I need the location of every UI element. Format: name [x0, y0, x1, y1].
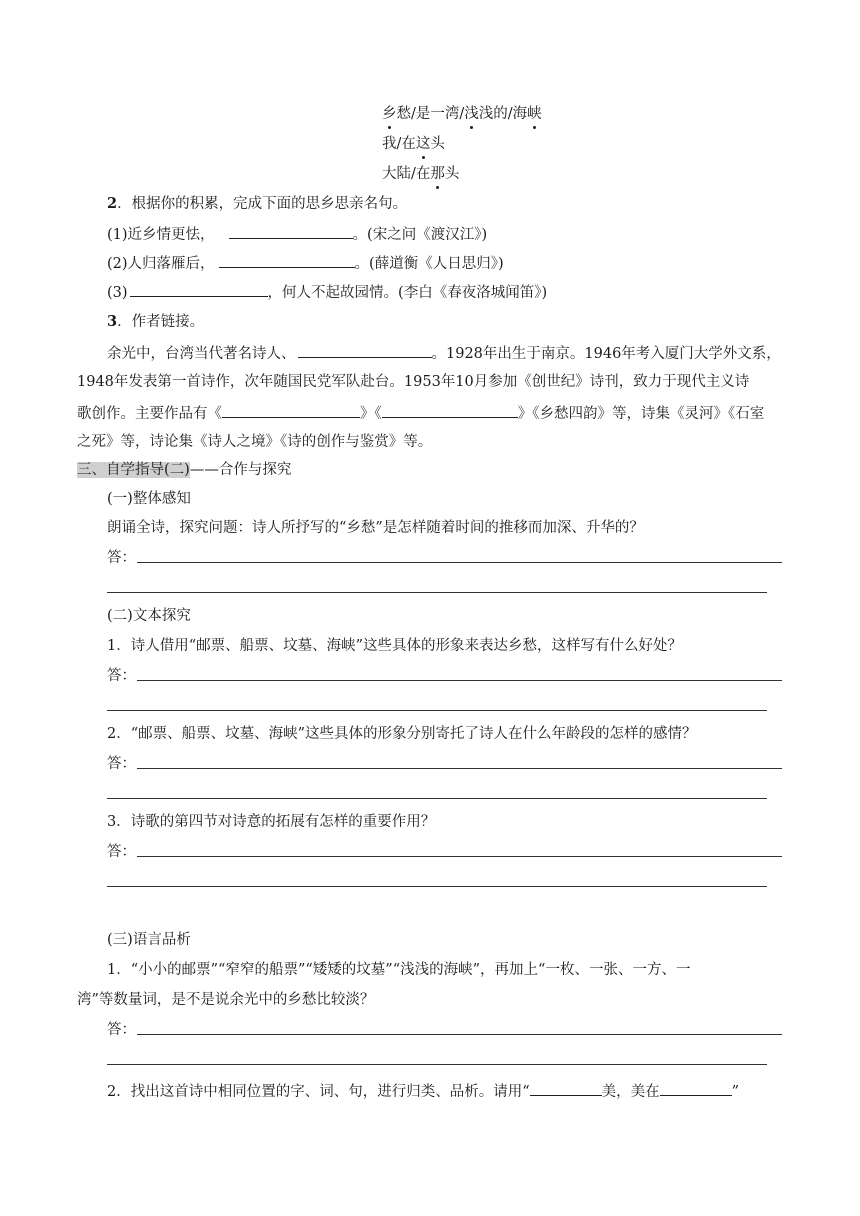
poetry-prefix: (2)人归落雁后， [107, 256, 215, 272]
poetry-prefix: (1)近乡情更怯， [107, 227, 215, 243]
dotted-char: 峡 [527, 106, 542, 122]
question-text: 2．“邮票、船票、坟墓、海峡”这些具体的形象分别寄托了诗人在什么年龄段的怎样的感情？ [107, 726, 697, 742]
poetry-source: ，何人不起故园情。(李白《春夜洛城闻笛》) [267, 285, 548, 301]
answer-label: 答： [107, 668, 136, 684]
question-text-part: 2．找出这首诗中相同位置的字、词、句，进行归类、品析。请用“ [107, 1084, 530, 1100]
poem-text: 浅的/海 [478, 106, 528, 122]
question-text: ．作者链接。 [117, 314, 205, 330]
fill-blank[interactable] [298, 342, 432, 358]
poem-text: 愁/是一湾/ [396, 106, 465, 122]
answer-label: 答： [107, 550, 136, 566]
author-text: 余光中，台湾当代著名诗人、 [107, 346, 296, 362]
author-text: 》《 [360, 406, 382, 422]
answer-line[interactable] [107, 592, 767, 593]
poetry-item-2 [107, 252, 504, 274]
author-para-line-2: 1948年发表第一首诗作，次年随国民党军队赴台。1953年10月参加《创世纪》诗刊，致力于现代主义诗 [77, 374, 750, 390]
question-text-part: ” [731, 1084, 740, 1100]
author-text: 歌创作。主要作品有《 [77, 406, 222, 422]
answer-line[interactable] [137, 562, 782, 563]
section-heading-highlight: 三、自学指导(二) [77, 462, 190, 478]
question-text: 朗诵全诗，探究问题：诗人所抒写的“乡愁”是怎样随着时间的推移而加深、升华的？ [107, 520, 644, 536]
fill-blank[interactable] [660, 1080, 732, 1096]
dotted-char: 浅 [464, 106, 479, 122]
author-para-line-3 [77, 402, 764, 424]
answer-line[interactable] [107, 710, 767, 711]
fill-blank[interactable] [219, 252, 355, 268]
answer-line[interactable] [137, 856, 782, 857]
subsection-title: (三)语言品析 [107, 932, 191, 948]
author-text: 》《乡愁四韵》等，诗集《灵河》《石室 [517, 406, 765, 422]
poem-text: 我/在 [382, 136, 416, 152]
subsection-title: (二)文本探究 [107, 608, 191, 624]
author-text: 。1928年出生于南京。1946年考入厦门大学外文系， [431, 346, 781, 362]
answer-label: 答： [107, 756, 136, 772]
answer-label: 答： [107, 844, 136, 860]
fill-blank[interactable] [229, 223, 353, 239]
poetry-prefix: (3) [107, 285, 128, 301]
dotted-char: 那 [430, 166, 445, 182]
question-text: 1．诗人借用“邮票、船票、坟墓、海峡”这些具体的形象来表达乡愁，这样写有什么好处？ [107, 638, 683, 654]
question-3-heading [107, 312, 204, 332]
answer-line[interactable] [137, 680, 782, 681]
section-heading-rest: ——合作与探究 [189, 462, 292, 478]
question-text [107, 1080, 739, 1102]
answer-line[interactable] [107, 798, 767, 799]
subsection-title: (一)整体感知 [107, 491, 191, 507]
poem-text: 头 [444, 166, 460, 182]
question-text: 3．诗歌的第四节对诗意的拓展有怎样的重要作用？ [107, 814, 436, 830]
poem-line-3 [382, 164, 459, 184]
question-text: ．根据你的积累，完成下面的思乡思亲名句。 [117, 196, 408, 212]
answer-label: 答： [107, 1022, 136, 1038]
section-heading [77, 460, 291, 480]
fill-blank[interactable] [382, 402, 518, 418]
answer-line[interactable] [107, 1064, 767, 1065]
poetry-item-3 [107, 281, 547, 303]
question-text-line-1: 1．“小小的邮票”“窄窄的船票”“矮矮的坟墓”“浅浅的海峡”，再加上“一枚、一张、一方、一 [107, 962, 691, 978]
answer-line[interactable] [107, 886, 767, 887]
poem-text: 头 [430, 136, 445, 152]
poem-line-1 [382, 104, 542, 124]
answer-line[interactable] [137, 768, 782, 769]
fill-blank[interactable] [530, 1080, 602, 1096]
fill-blank[interactable] [130, 281, 268, 297]
question-text-line-2: 湾”等数量词，是不是说余光中的乡愁比较淡？ [77, 992, 375, 1008]
dotted-char: 这 [415, 136, 431, 152]
question-text-part: 美，美在 [601, 1084, 660, 1100]
poetry-item-1 [107, 223, 487, 245]
question-number: 3 [107, 313, 118, 330]
question-number: 2 [107, 195, 118, 212]
poem-line-2 [382, 134, 445, 154]
poem-text: 大陆/在 [382, 166, 431, 182]
poetry-source: 。(宋之问《渡汉江》) [352, 227, 488, 243]
author-para-line-4: 之死》等，诗论集《诗人之境》《诗的创作与鉴赏》等。 [77, 434, 433, 450]
author-para-line-1 [107, 342, 781, 364]
poetry-source: 。(薛道衡《人日思归》) [354, 256, 504, 272]
dotted-char: 乡 [382, 106, 397, 122]
question-2-heading [107, 194, 407, 214]
answer-line[interactable] [137, 1034, 782, 1035]
fill-blank[interactable] [222, 402, 360, 418]
